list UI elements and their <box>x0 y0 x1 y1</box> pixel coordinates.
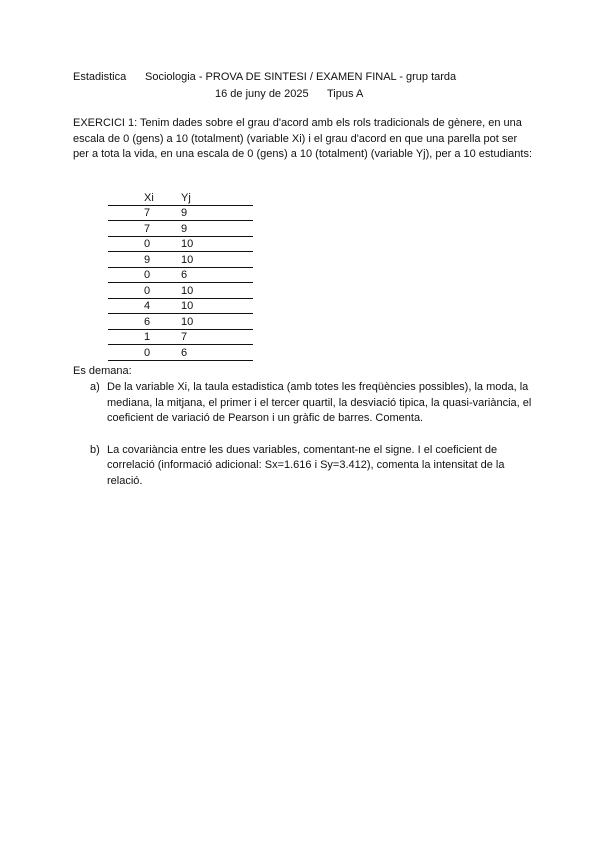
question-text: La covariància entre les dues variables, comentant-ne el signe. I el coeficient de correlació (informació adicional: Sx=1.616 i Sy=3.412), comenta la intensitat de la relació. <box>107 443 505 487</box>
table-row <box>108 267 253 283</box>
exam-type: Tipus A <box>327 88 364 100</box>
cell-xi: 0 <box>108 345 181 361</box>
table-row <box>108 329 253 345</box>
cell-yj: 10 <box>181 298 253 314</box>
cell-yj: 10 <box>181 314 253 330</box>
cell-xi: 9 <box>108 252 181 268</box>
cell-xi: 7 <box>108 205 181 221</box>
question-item <box>73 380 533 427</box>
table-row <box>108 298 253 314</box>
cell-yj: 10 <box>181 252 253 268</box>
cell-xi: 0 <box>108 267 181 283</box>
cell-xi: 4 <box>108 298 181 314</box>
question-marker: a) <box>90 381 100 393</box>
table-row <box>108 314 253 330</box>
table-row <box>108 205 253 221</box>
cell-xi: 6 <box>108 314 181 330</box>
asks-heading: Es demana: <box>73 365 132 377</box>
exercise-statement: EXERCICI 1: Tenim dades sobre el grau d'acord amb els rols tradicionals de gènere, en una escala de 0 (gens) a 10 (totalment) (variable Xi) i el grau d'acord en que una parella pot ser per a tota la vida, en una escala de 0 (gens) a 10 (totalment) (variable Yj), per a 10 estudiants: <box>73 117 533 160</box>
cell-yj: 9 <box>181 205 253 221</box>
exercise-intro <box>73 116 533 163</box>
exam-date: 16 de juny de 2025 <box>215 88 309 100</box>
course-subject: Estadistica <box>73 71 127 83</box>
cell-yj: 10 <box>181 283 253 299</box>
column-header-xi: Xi <box>108 190 181 205</box>
cell-xi: 1 <box>108 329 181 345</box>
table-row <box>108 345 253 361</box>
cell-xi: 0 <box>108 236 181 252</box>
data-table <box>108 190 253 361</box>
table-row <box>108 252 253 268</box>
cell-yj: 6 <box>181 345 253 361</box>
cell-xi: 7 <box>108 221 181 237</box>
cell-yj: 6 <box>181 267 253 283</box>
table-row <box>108 236 253 252</box>
table-row <box>108 283 253 299</box>
table-header-row <box>108 190 253 205</box>
question-marker: b) <box>90 443 100 456</box>
question-item <box>73 443 533 490</box>
cell-yj: 10 <box>181 236 253 252</box>
question-text: De la variable Xi, la taula estadistica (amb totes les freqüències possibles), la moda, la mediana, la mitjana, el primer i el tercer quartil, la desviació tipica, la quasi-variància, el coeficient de variació de Pearson i un gràfic de barres. Comenta. <box>107 381 532 424</box>
cell-yj: 7 <box>181 329 253 345</box>
column-header-yj: Yj <box>181 190 253 205</box>
table-row <box>108 221 253 237</box>
exam-title: Sociologia - PROVA DE SINTESI / EXAMEN FINAL - grup tarda <box>145 71 457 83</box>
cell-xi: 0 <box>108 283 181 299</box>
question-list <box>73 380 533 489</box>
cell-yj: 9 <box>181 221 253 237</box>
